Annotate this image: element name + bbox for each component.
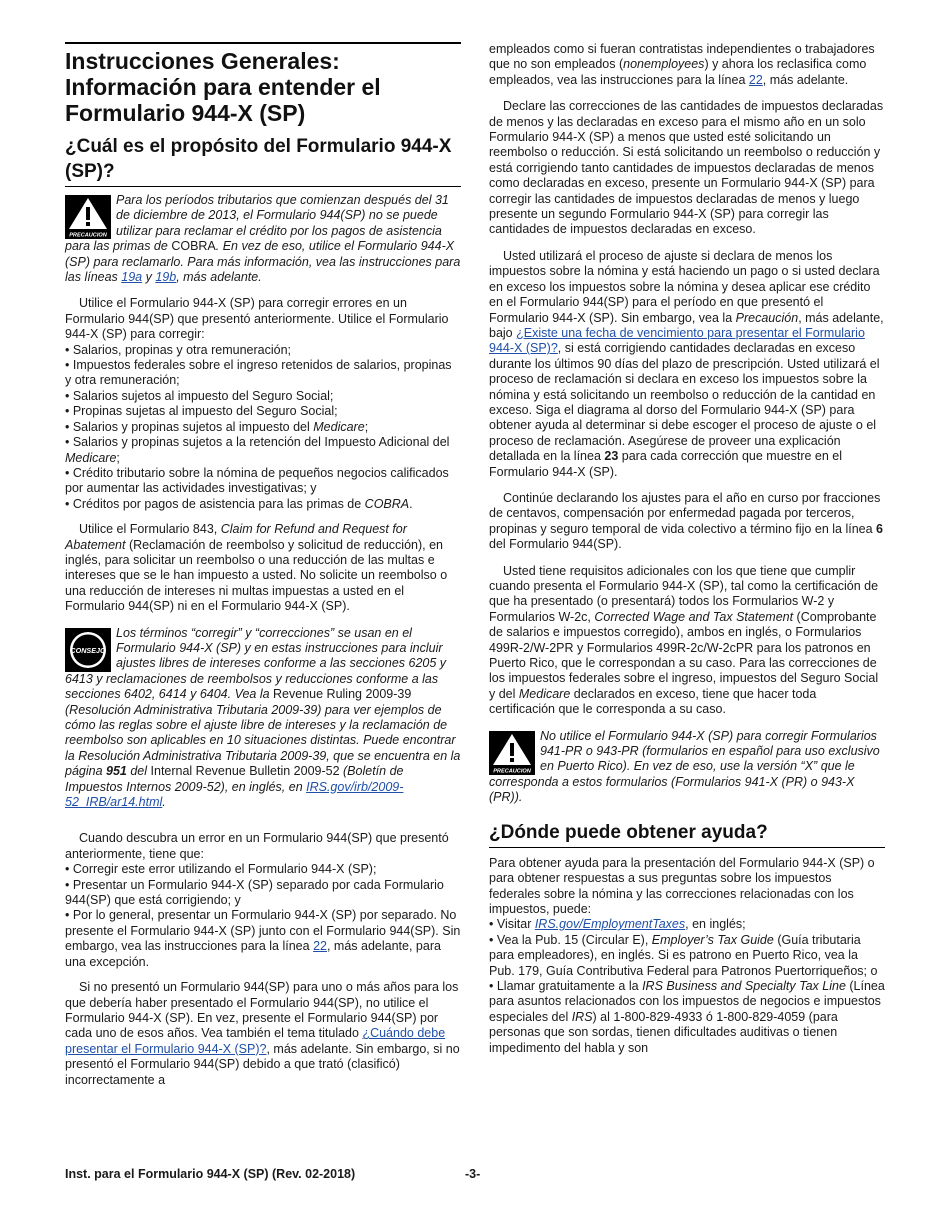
paragraph-declare: Declare las correcciones de las cantidades de impuestos declaradas de menos y las declaradas en exceso para el mismo año en un solo Formulario 944-X (SP) a menos que usted esté solicitando un reembolso o reducción. Si está solicitando un reembolso o reducción y está corrigiendo tanto cantidades de impuestos declaradas de menos como declaradas en exceso, presente un Formulario 944-X (SP) para corregir las cantidades de impuestos declaradas de menos y luego presente un segundo Formulario 944-X (SP) para corregir las cantidades de impuestos declaradas en exceso. — [489, 99, 884, 237]
top-rule — [65, 42, 461, 44]
caution-notice-941pr: PRECAUCION No utilice el Formulario 944-X (SP) para corregir Formularios 941-PR o 943-PR (formularios en español para uso exclusivo en Puerto Rico). En vez de eso, use la versión “X” que le corresponda a estos formularios (Formularios 941-X (PR) o 943-X (PR)). — [489, 728, 880, 805]
list-item: • Salarios y propinas sujetos a la retención del Impuesto Adicional del Medicare; — [65, 435, 450, 465]
page-number: -3- — [465, 1167, 481, 1181]
list-item: • Vea la Pub. 15 (Circular E), Employer’s Tax Guide (Guía tributaria para empleadores), en inglés. Si es patrono en Puerto Rico, vea la Pub. 179, Guía Contributiva Federal para Patronos Puertorriqueños; o — [489, 932, 878, 978]
page-footer — [65, 1167, 885, 1181]
left-column — [65, 42, 461, 1099]
list-item: • Impuestos federales sobre el ingreso retenidos de salarios, propinas y otra remuneración; — [65, 358, 452, 388]
link-due-date[interactable]: ¿Existe una fecha de vencimiento para presentar el Formulario 944-X (SP)? — [489, 325, 865, 356]
bullet-list-corrections — [65, 343, 461, 512]
link-line-22[interactable]: 22 — [313, 939, 327, 954]
paragraph-form-843: Utilice el Formulario 843, Claim for Refund and Request for Abatement (Reclamación de reembolso y solicitud de reducción), en inglés, para solicitar un reembolso o una reducción de las multas e intereses que se le han impuesto a usted. No solicite un reembolso o una reducción de intereses ni multas impuestas a usted en el Formulario 944(SP) ni en el Formulario 944-X (SP). — [65, 522, 448, 614]
section-heading-help: ¿Dónde puede obtener ayuda? — [489, 821, 768, 843]
footer-title: Inst. para el Formulario 944-X (SP) (Rev. 02-2018) — [65, 1167, 356, 1181]
paragraph-error: Cuando descubra un error en un Formulario 944(SP) que presentó anteriormente, tiene que: — [65, 831, 449, 861]
bullet-list-help — [489, 917, 885, 1056]
caution-icon — [489, 731, 535, 775]
paragraph-use: Utilice el Formulario 944-X (SP) para corregir errores en un Formulario 944(SP) que presentó anteriormente. Utilice el Formulario 944-X (SP) para corregir: — [65, 296, 449, 342]
tip-notice: CONSEJO Los términos “corregir” y “correcciones” se usan en el Formulario 944-X (SP) y en estas instrucciones para incluir ajustes libres de intereses conforme a las secciones 6205 y 6413 y reclamaciones de reembolsos y reducciones conforme a las secciones 6402, 6414 y 6404. Vea la Revenue Ruling 2009-39 (Resolución Administrativa Tributaria 2009-39) para ver ejemplos de cómo las reglas sobre el ajuste libre de intereses y la reclamación de reembolso son aplicables en 10 situaciones distintas. Puede encontrar la Resolución Administrativa Tributaria 2009-39, que se encuentra en la página 951 del Internal Revenue Bulletin 2009-52 (Boletín de Impuestos Internos 2009-52), en inglés, en IRS.gov/irb/2009-52_IRB/ar14.html. — [65, 625, 461, 810]
list-item: • Corregir este error utilizando el Formulario 944-X (SP); — [65, 862, 377, 877]
paragraph-current-year: Continúe declarando los ajustes para el año en curso por fracciones de centavos, compensación por enfermedad pagada por terceros, propinas y seguro temporal de vida colectivo a término fijo en la línea 6 del Formulario 944(SP). — [489, 490, 883, 552]
right-column — [489, 42, 885, 1056]
link-employment-taxes[interactable]: IRS.gov/EmploymentTaxes — [534, 917, 686, 932]
link-19b[interactable]: 19b — [155, 270, 177, 285]
list-item: • Salarios y propinas sujetos al impuesto del Medicare; — [65, 419, 369, 434]
link-irs-irb[interactable]: IRS.gov/irb/2009-52_IRB/ar14.html — [65, 779, 404, 810]
bullet-list-error-steps — [65, 862, 461, 970]
list-item: • Visitar IRS.gov/EmploymentTaxes, en inglés; — [489, 917, 746, 932]
subtitle-block — [65, 134, 461, 187]
svg-text:CONSEJO: CONSEJO — [70, 645, 106, 655]
svg-text:PRECAUCION: PRECAUCION — [69, 232, 107, 239]
caution-icon — [65, 195, 111, 239]
paragraph-reclassify: empleados como si fueran contratistas independientes o trabajadores que no son empleados (nonemployees) y ahora los reclasifica como empleados, vea las instrucciones para la línea 22, más adelante. — [489, 42, 875, 87]
list-item: • Llamar gratuitamente a la IRS Business and Specialty Tax Line (Línea para asuntos relacionados con los impuestos de negocios e impuestos especiales del IRS) al 1-800-829-4933 ó 1-800-829-4059 (para personas que son sordas, tienen dificultades auditivas o tienen impedimento del habla y son — [489, 978, 885, 1055]
list-item: • Créditos por pagos de asistencia para las primas de COBRA. — [65, 496, 413, 511]
list-item: • Crédito tributario sobre la nómina de pequeños negocios calificados por aumentar las actividades investigativas; y — [65, 465, 449, 496]
list-item: • Presentar un Formulario 944-X (SP) separado por cada Formulario 944(SP) que está corrigiendo; y — [65, 877, 444, 908]
list-item: • Por lo general, presentar un Formulario 944-X (SP) por separado. No presente el Formulario 944-X (SP) junto con el Formulario 944(SP). Sin embargo, vea las instrucciones para la línea 22, más adelante, para una excepción. — [65, 908, 461, 969]
caution-notice-cobra: PRECAUCION Para los períodos tributarios que comienzan después del 31 de diciembre de 2013, el Formulario 944(SP) no se puede utilizar para reclamar el crédito por los pagos de asistencia para las primas de COBRA. En vez de eso, utilice el Formulario 944-X (SP) para reclamarlo. Para más información, vea las instrucciones para las líneas 19a y 19b, más adelante. — [65, 193, 461, 285]
list-item: • Salarios sujetos al impuesto del Seguro Social; — [65, 388, 334, 403]
paragraph-requirements: Usted tiene requisitos adicionales con los que tiene que cumplir cuando presenta el Formulario 944-X (SP), tal como la certificación de que ha presentado (o presentará) todos los Formularios W-2 y Formularios W-2c, Corrected Wage and Tax Statement (Comprobante de salarios e impuestos corregido), ambos en inglés, o Formularios 499R-2/W-2PR y Formularios 499R-2c/W-2cPR para los patronos en Puerto Rico, que le correspondan a su caso. Para las correcciones de los impuestos federales sobre el ingreso, impuestos del Seguro Social y del Medicare declarados en exceso, tiene que hacer toda certificación que le corresponda a su caso. — [489, 563, 879, 717]
paragraph-adjustment: Usted utilizará el proceso de ajuste si declara de menos los impuestos sobre la nómina y está haciendo un pago o si usted declara en exceso los impuestos sobre la nómina y desea aplicar ese crédito en el Formulario 944(SP) para el período en que presentó el Formulario 944-X (SP). Sin embargo, vea la Precaución, más adelante, bajo ¿Existe una fecha de vencimiento para presentar el Formulario 944-X (SP)?, si está corrigiendo cantidades declaradas en exceso durante los últimos 90 días del plazo de prescripción. Usted utilizará el proceso de reclamación si declara en exceso los impuestos sobre la nómina y está solicitando un reembolso o reducción de la cantidad en exceso. Siga el diagrama al dorso del Formulario 944-X (SP) para obtener ayuda al determinar si debe escoger el proceso de ajuste o el proceso de reclamación. Asegúrese de proveer una explicación detallada en la línea 23 para cada corrección que muestre en el Formulario 944-X (SP). — [489, 248, 884, 479]
link-line-22[interactable]: 22 — [748, 72, 763, 87]
help-heading-block — [489, 820, 885, 848]
link-19a[interactable]: 19a — [121, 270, 143, 285]
paragraph-not-filed: Si no presentó un Formulario 944(SP) para uno o más años para los que debería haber presentado el Formulario 944(SP), no utilice el Formulario 944-X (SP). En vez, presente el Formulario 944(SP) por cada uno de esos años. Vea también el tema titulado ¿Cuándo debe presentar el Formulario 944-X (SP)?, más adelante. Sin embargo, si no presentó el Formulario 944(SP) debido a que trató (clasificó) incorrectamente a — [65, 980, 460, 1087]
list-item: • Salarios, propinas y otra remuneración; — [65, 342, 292, 357]
link-when-file[interactable]: ¿Cuándo debe presentar el Formulario 944-X (SP)? — [65, 1026, 446, 1056]
list-item: • Propinas sujetas al impuesto del Seguro Social; — [65, 404, 338, 419]
svg-text:PRECAUCION: PRECAUCION — [493, 768, 531, 775]
paragraph-help: Para obtener ayuda para la presentación del Formulario 944-X (SP) o para obtener respuestas a sus preguntas sobre los impuestos federales sobre la nómina y las correcciones relacionadas con los impuestos, puede: — [489, 855, 875, 916]
section-heading-purpose: ¿Cuál es el propósito del Formulario 944-X (SP)? — [65, 136, 452, 182]
tip-icon — [65, 628, 111, 672]
page-title: Instrucciones Generales: Información para entender el Formulario 944-X (SP) — [65, 48, 381, 126]
